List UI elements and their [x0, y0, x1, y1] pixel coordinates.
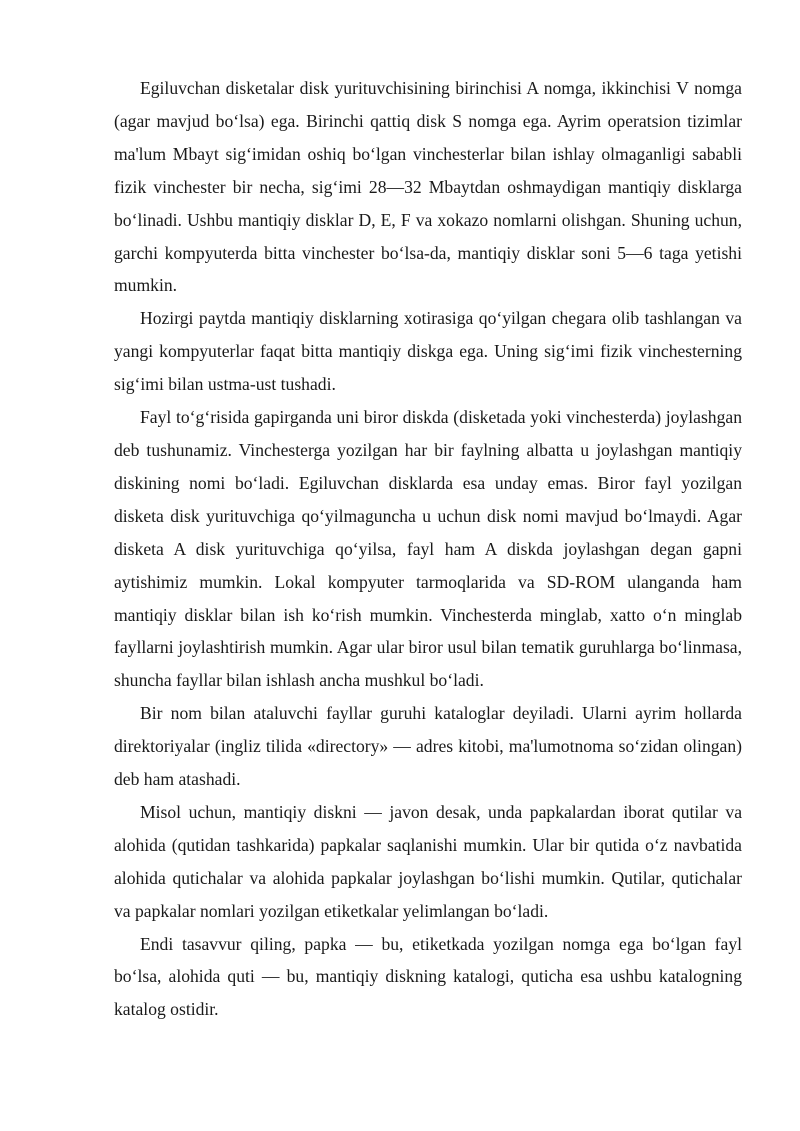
paragraph-2: Hozirgi paytda mantiqiy disklarning xotirasiga qo‘yilgan chegara olib tashlangan va yangi kompyuterlar faqat bitta mantiqiy diskga ega. Uning sig‘imi fizik vinchesterning sig‘imi bilan ustma-ust tushadi. [114, 308, 742, 395]
paragraph-5: Misol uchun, mantiqiy diskni — javon desak, unda papkalardan iborat qutilar va alohida (qutidan tashkarida) papkalar saqlanishi mumkin. Ular bir qutida o‘z navbatida alohida qutichalar va alohida papkalar joylashgan bo‘lishi mumkin. Qutilar, qutichalar va papkalar nomlari yozilgan etiketkalar yelimlangan bo‘ladi. [114, 801, 742, 921]
paragraph-3: Fayl to‘g‘risida gapirganda uni biror diskda (disketada yoki vinchesterda) joylashgan deb tushunamiz. Vinchesterga yozilgan har bir faylning albatta u joylashgan mantiqiy diskining nomi bo‘ladi. Egiluvchan disklarda esa unday emas. Biror fayl yozilgan disketa disk yurituvchiga qo‘yilmaguncha u uchun disk nomi mavjud bo‘lmaydi. Agar disketa A disk yurituvchiga qo‘yilsa, fayl ham A diskda joylashgan degan gapni aytishimiz mumkin. Lokal kompyuter tarmoqlarida va SD-ROM ulanganda ham mantiqiy disklar bilan ish ko‘rish mumkin. Vinchesterda minglab, xatto o‘n minglab fayllarni joylashtirish mumkin. Agar ular biror usul bilan tematik guruhlarga bo‘linmasa, shuncha fayllar bilan ishlash ancha mushkul bo‘ladi. [114, 407, 742, 691]
paragraph-6: Endi tasavvur qiling, papka — bu, etiketkada yozilgan nomga ega bo‘lgan fayl bo‘lsa, alohida quti — bu, mantiqiy diskning katalogi, quticha esa ushbu katalogning katalog ostidir. [114, 933, 742, 1020]
paragraph-4: Bir nom bilan ataluvchi fayllar guruhi kataloglar deyiladi. Ularni ayrim hollarda direktoriyalar (ingliz tilida «directory» — adres kitobi, ma'lumotnoma so‘zidan olingan) deb ham atashadi. [114, 703, 742, 790]
paragraph-1: Egiluvchan disketalar disk yurituvchisining birinchisi A nomga, ikkinchisi V nomga (agar mavjud bo‘lsa) ega. Birinchi qattiq disk S nomga ega. Ayrim operatsion tizimlar ma'lum Mbayt sig‘imidan oshiq bo‘lgan vinchesterlar bilan ishlay olmaganligi sababli fizik vinchester bir necha, sig‘imi 28—32 Mbaytdan oshmaydigan mantiqiy disklarga bo‘linadi. Ushbu mantiqiy disklar D, E, F va xokazo nomlarni olishgan. Shuning uchun, garchi kompyuterda bitta vinchester bo‘lsa-da, mantiqiy disklar soni 5—6 taga yetishi mumkin. [114, 78, 742, 296]
body-text [114, 72, 742, 1026]
